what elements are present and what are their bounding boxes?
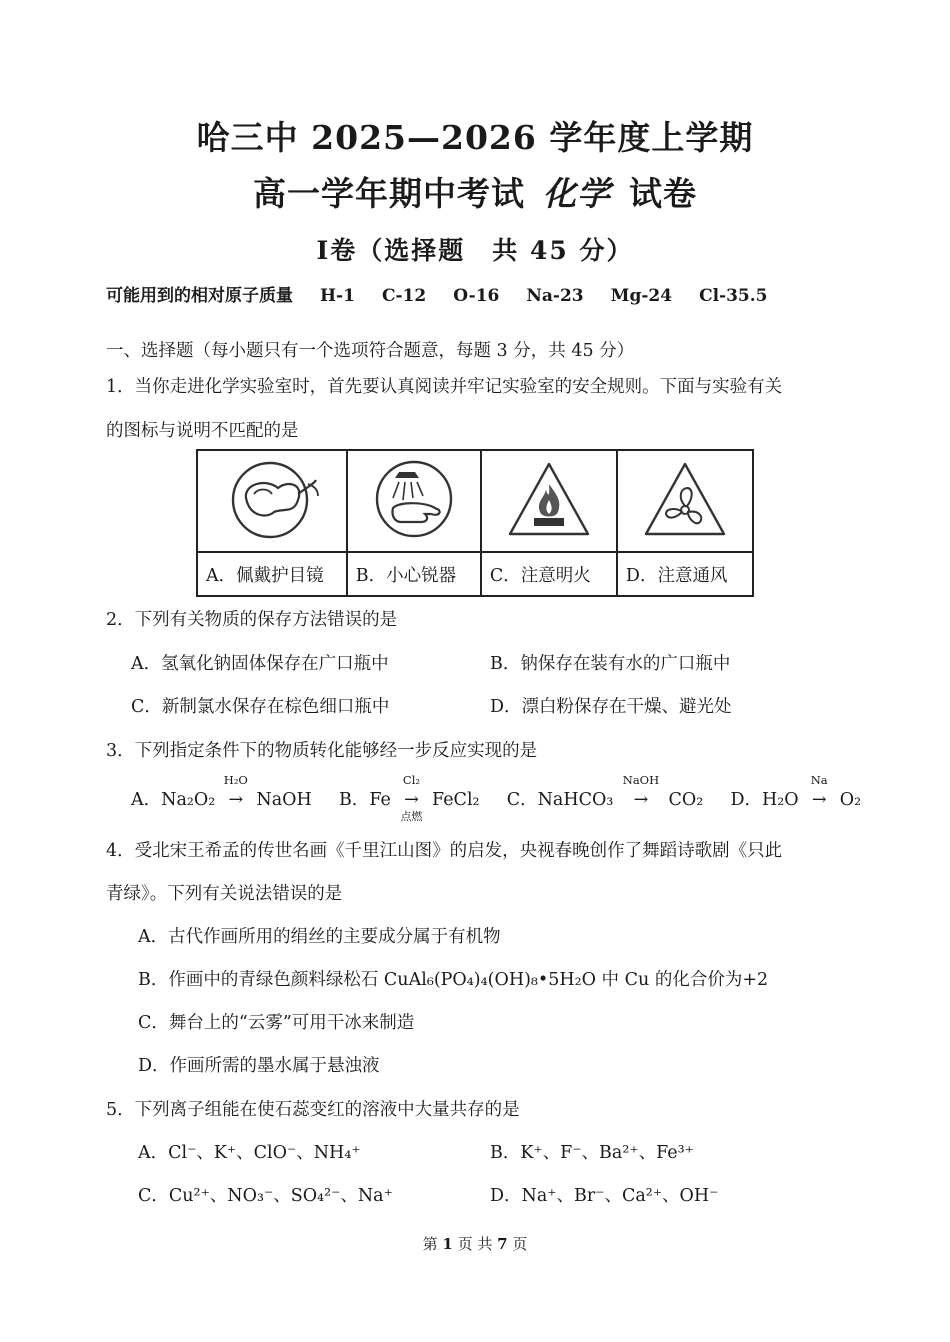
q3-option-c: C．NaHCO₃ NaOH → CO₂ <box>506 773 704 810</box>
atomic-mass-item: O-16 <box>453 286 500 306</box>
flame-warning-icon <box>504 454 594 544</box>
q2-option-d: D．漂白粉保存在干燥、避光处 <box>490 697 732 717</box>
exam-title-line1: 哈三中 2025—2026 学年度上学期 <box>196 118 754 157</box>
page-footer: 第 1 页 共 7 页 <box>422 1235 528 1253</box>
q5-option-c: C．Cu²⁺、NO₃⁻、SO₄²⁻、Na⁺ <box>138 1186 393 1206</box>
atomic-mass-item: H-1 <box>320 286 355 306</box>
atomic-masses-label: 可能用到的相对原子质量 <box>106 286 293 306</box>
q4-option-c: C．舞台上的“云雾”可用干冰来制造 <box>138 1013 415 1033</box>
page-number: 1 <box>442 1235 453 1253</box>
q1-icon-cell-b <box>347 450 481 552</box>
q5-option-a: A．Cl⁻、K⁺、ClO⁻、NH₄⁺ <box>138 1143 361 1163</box>
q4-stem-line1: 4．受北宋王希孟的传世名画《千里江山图》的启发，央视春晚创作了舞蹈诗歌剧《只此 <box>106 841 783 861</box>
hand-wash-icon <box>369 454 459 544</box>
section-title: Ⅰ卷（选择题 共 45 分） <box>316 236 634 265</box>
exam-title-prefix: 高一学年期中考试 <box>253 174 525 213</box>
q1-stem-line1: 1．当你走进化学实验室时，首先要认真阅读并牢记实验室的安全规则。下面与实验有关 <box>106 377 783 397</box>
atomic-masses <box>106 281 768 306</box>
page-total: 7 <box>497 1235 508 1253</box>
q4-stem-line2: 青绿》。下列有关说法错误的是 <box>106 884 343 904</box>
q1-stem-line2: 的图标与说明不匹配的是 <box>106 421 299 441</box>
q2-stem: 2．下列有关物质的保存方法错误的是 <box>106 610 398 630</box>
atomic-mass-item: C-12 <box>381 286 427 306</box>
q1-icon-cell-a <box>197 450 347 552</box>
q1-option-d: D．注意通风 <box>617 552 753 596</box>
q1-icon-table <box>196 449 754 597</box>
q1-option-b: B．小心锐器 <box>347 552 481 596</box>
q2-option-a: A．氢氧化钠固体保存在广口瓶中 <box>131 654 389 674</box>
q2-option-c: C．新制氯水保存在棕色细口瓶中 <box>131 697 390 717</box>
q3-options-row <box>131 773 862 823</box>
q5-stem: 5．下列离子组能在使石蕊变红的溶液中大量共存的是 <box>106 1100 520 1120</box>
part-one-heading: 一、选择题（每小题只有一个选项符合题意，每题 3 分，共 45 分） <box>106 341 635 361</box>
q3-option-d: D．H₂O Na → O₂ <box>730 773 862 810</box>
atomic-mass-item: Cl-35.5 <box>699 286 768 306</box>
goggles-icon <box>224 454 320 544</box>
q3-option-a: A．Na₂O₂ H₂O → NaOH <box>131 773 312 810</box>
q5-option-d: D．Na⁺、Br⁻、Ca²⁺、OH⁻ <box>490 1186 719 1206</box>
atomic-mass-item: Mg-24 <box>610 286 673 306</box>
q1-option-a: A．佩戴护目镜 <box>197 552 347 596</box>
q4-option-d: D．作画所需的墨水属于悬浊液 <box>138 1056 380 1076</box>
q3-stem: 3．下列指定条件下的物质转化能够经一步反应实现的是 <box>106 741 538 761</box>
exam-title-suffix: 试卷 <box>629 174 697 213</box>
q4-option-b: B．作画中的青绿色颜料绿松石 CuAl₆(PO₄)₄(OH)₈•5H₂O 中 Cu 的化合价为+2 <box>138 970 769 990</box>
exam-title-line2 <box>0 168 950 215</box>
q1-icon-cell-d <box>617 450 753 552</box>
exam-subject: 化学 <box>543 174 611 213</box>
q3-option-b: B．Fe Cl₂ → 点燃 FeCl₂ <box>338 773 480 823</box>
fan-ventilation-icon <box>640 454 730 544</box>
q4-option-a: A．古代作画所用的绢丝的主要成分属于有机物 <box>138 927 501 947</box>
atomic-mass-item: Na-23 <box>526 286 584 306</box>
q5-option-b: B．K⁺、F⁻、Ba²⁺、Fe³⁺ <box>490 1143 694 1163</box>
q2-option-b: B．钠保存在装有水的广口瓶中 <box>490 654 731 674</box>
q1-option-c: C．注意明火 <box>481 552 617 596</box>
q1-icon-cell-c <box>481 450 617 552</box>
